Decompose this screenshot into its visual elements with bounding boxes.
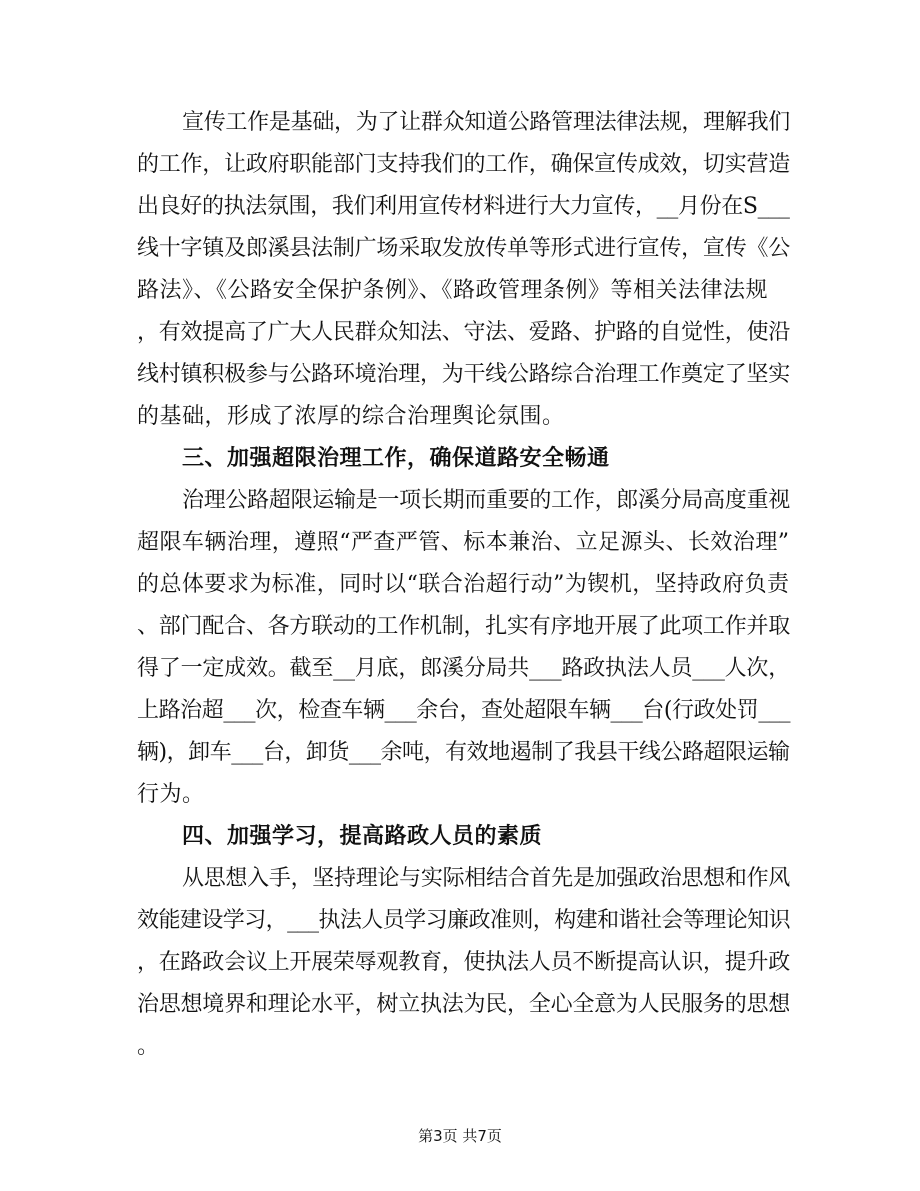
text-line: ，在路政会议上开展荣辱观教育，使执法人员不断提高认识，提升政	[137, 950, 791, 975]
text-line: 的总体要求为标准，同时以“联合治超行动”为锲机，坚持政府负责	[137, 572, 790, 597]
text-line: 得了一定成效。截至__月底，郎溪分局共___路政执法人员___人次，	[137, 656, 791, 681]
text-line: 上路治超___次，检查车辆___余台，查处超限车辆___台(行政处罚___	[137, 698, 791, 723]
text-line: 从思想入手，坚持理论与实际相结合首先是加强政治思想和作风	[182, 866, 791, 891]
text-line: ，有效提高了广大人民群众知法、守法、爱路、护路的自觉性，使沿	[137, 320, 791, 345]
text-line: 辆)，卸车___台，卸货___余吨，有效地遏制了我县干线公路超限运输	[137, 740, 790, 765]
text-line: 的基础，形成了浓厚的综合治理舆论氛围。	[137, 404, 565, 429]
page-number: 第3页 共7页	[418, 1127, 502, 1145]
section-heading-3: 三、加强超限治理工作，确保道路安全畅通	[182, 446, 610, 471]
text-line: 出良好的执法氛围，我们利用宣传材料进行大力宣传，__月份在S___	[137, 194, 790, 219]
text-line: 治思想境界和理论水平，树立执法为民，全心全意为人民服务的思想	[137, 992, 791, 1017]
text-line: 线十字镇及郎溪县法制广场采取发放传单等形式进行宣传，宣传《公	[137, 236, 791, 261]
text-line: 效能建设学习，___执法人员学习廉政准则，构建和谐社会等理论知识	[137, 908, 791, 933]
text-line: 超限车辆治理，遵照“严查严管、标本兼治、立足源头、长效治理”	[137, 530, 790, 555]
text-line: 宣传工作是基础，为了让群众知道公路管理法律法规，理解我们	[182, 110, 791, 135]
text-line: 。	[137, 1034, 160, 1059]
text-line: 的工作，让政府职能部门支持我们的工作，确保宣传成效，切实营造	[137, 152, 791, 177]
text-line: 路法》、《公路安全保护条例》、《路政管理条例》等相关法律法规	[137, 278, 769, 303]
text-line: 线村镇积极参与公路环境治理，为干线公路综合治理工作奠定了坚实	[137, 362, 791, 387]
section-heading-4: 四、加强学习，提高路政人员的素质	[182, 824, 543, 849]
text-line: 行为。	[137, 782, 205, 807]
text-line: 、部门配合、各方联动的工作机制，扎实有序地开展了此项工作并取	[137, 614, 791, 639]
text-line: 治理公路超限运输是一项长期而重要的工作，郎溪分局高度重视	[182, 488, 791, 513]
